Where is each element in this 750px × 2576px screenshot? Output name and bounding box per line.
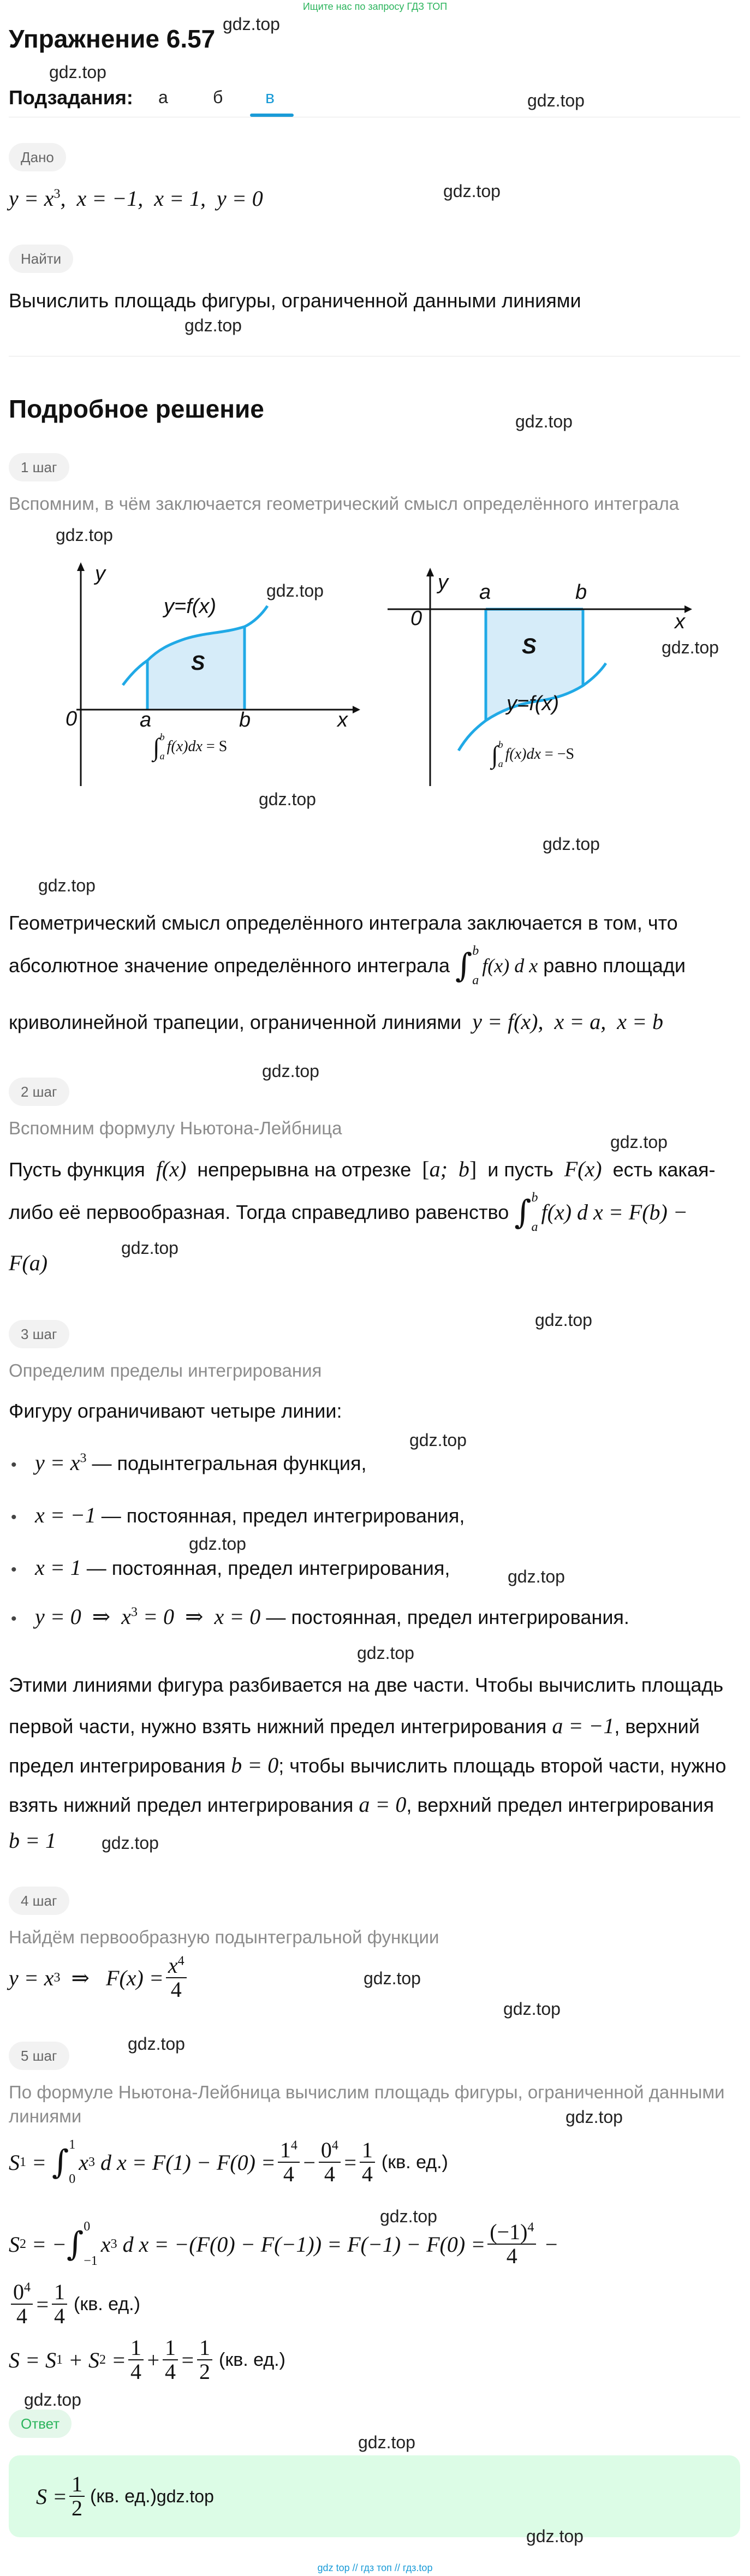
graph2-origin-label: 0 bbox=[410, 607, 422, 630]
watermark: gdz.top bbox=[128, 2034, 185, 2054]
answer-unit: (кв. ед.) bbox=[90, 2485, 157, 2507]
step-3-intro: Фигуру ограничивают четыре линии: bbox=[9, 1400, 342, 1422]
watermark: gdz.top bbox=[259, 789, 316, 809]
step-5-hint-line1: По формуле Ньютона-Лейбница вычислим площадь фигуры, ограниченной данными bbox=[9, 2082, 725, 2102]
graph1-formula-lhs: f(x)dx bbox=[166, 738, 203, 755]
step-2-text-c: и пусть bbox=[487, 1158, 553, 1181]
step-3-p2b: , верхний bbox=[614, 1715, 700, 1738]
graph1-a-label: a bbox=[140, 709, 152, 731]
bullet-2-text: — постоянная, предел интегрирования, bbox=[101, 1504, 465, 1527]
s-total-unit: (кв. ед.) bbox=[219, 2349, 285, 2370]
watermark: gdz.top bbox=[515, 412, 573, 431]
subtask-tab-a[interactable]: а bbox=[158, 87, 168, 107]
step-3-p2: первой части, нужно взять нижний предел интегрирования bbox=[9, 1715, 547, 1738]
step-3-paragraph-line1: Этими линиями фигура разбивается на две части. Чтобы вычислить площадь bbox=[9, 1674, 724, 1696]
subtask-tab-b[interactable]: б bbox=[213, 87, 223, 107]
watermark: gdz.top bbox=[364, 1968, 421, 1988]
s1-formula: S 1 = ∫ 1 0 x 3 d x = F(1) − F(0) = $\frac{1^4}{4}$ − $\frac{0^4}{4}$ = $\frac{1}{4}$ (кв. ед.) bbox=[9, 2138, 448, 2186]
step-1-text-line2: абсолютное значение определённого интеграла ∫ b a f(x) d x равно площади bbox=[9, 944, 686, 987]
watermark: gdz.top bbox=[357, 1643, 414, 1663]
s2-formula-line2: $\frac{0^4}{4}$ = $\frac{1}{4}$ (кв. ед.) bbox=[9, 2281, 140, 2328]
step-3-p4: взять нижний предел интегрирования bbox=[9, 1794, 354, 1816]
graph2-b-label: b bbox=[575, 581, 587, 604]
step-1-text-line1: Геометрический смысл определённого интеграла заключается в том, что bbox=[9, 912, 678, 934]
watermark: gdz.top bbox=[102, 1833, 159, 1853]
step-2-text-e: либо её первообразная. Тогда справедливо равенство bbox=[9, 1201, 509, 1223]
step-3-paragraph-line4: взять нижний предел интегрирования a = 0, верхний предел интегрирования bbox=[9, 1792, 715, 1817]
solution-title: Подробное решение bbox=[9, 395, 264, 423]
step-3-paragraph-line3: предел интегрирования b = 0; чтобы вычислить площадь второй части, нужно bbox=[9, 1753, 727, 1777]
answer-pill: Ответ bbox=[9, 2410, 72, 2438]
bullet-3-text: — постоянная, предел интегрирования, bbox=[86, 1557, 450, 1579]
step-3-paragraph-line5: b = 1 bbox=[9, 1828, 56, 1853]
graph1-y-label: y bbox=[95, 562, 105, 585]
watermark: gdz.top bbox=[156, 2486, 214, 2506]
graph1-x-label: x bbox=[337, 709, 348, 731]
graph2-formula-lhs: f(x)dx bbox=[505, 746, 541, 763]
watermark: gdz.top bbox=[527, 91, 585, 110]
step-2-text-line1: Пусть функция f(x) непрерывна на отрезке [a; b] и пусть F(x) есть какая- bbox=[9, 1157, 716, 1181]
watermark: gdz.top bbox=[535, 1310, 592, 1330]
step-1-pill: 1 шаг bbox=[9, 453, 69, 481]
graph2-formula: ∫ b a f(x)dx = −S bbox=[491, 739, 575, 769]
step-3-p4b: , верхний предел интегрирования bbox=[406, 1794, 715, 1816]
watermark: gdz.top bbox=[184, 316, 242, 335]
subtask-tab-v[interactable]: в bbox=[265, 87, 275, 107]
graph2-y-label: y bbox=[438, 571, 448, 594]
step-2-hint: Вспомним формулу Ньютона-Лейбница bbox=[9, 1118, 342, 1138]
watermark: gdz.top bbox=[503, 1999, 561, 2019]
step-3-p3b: ; чтобы вычислить площадь второй части, нужно bbox=[278, 1754, 727, 1777]
watermark: gdz.top bbox=[358, 2432, 415, 2452]
watermark: gdz.top bbox=[566, 2107, 623, 2127]
graph1-curve-label: y=f(x) bbox=[164, 595, 217, 618]
s2-formula-line1: S 2 = − ∫ 0 −1 x 3 d x = −(F(0) − F(−1)) = F(−1) − F(0) = $\frac{(-1)^4}{4}$ − bbox=[9, 2220, 559, 2268]
step-2-pill: 2 шаг bbox=[9, 1078, 69, 1106]
graph2-curve-label: y=f(x) bbox=[507, 692, 559, 715]
watermark: gdz.top bbox=[223, 14, 280, 34]
watermark: gdz.top bbox=[189, 1534, 246, 1554]
s-total-formula: S = S 1 + S 2 = $\frac{1}{4}$ + $\frac{1}{4}$ = $\frac{1}{2}$ (кв. ед.) bbox=[9, 2335, 285, 2384]
graph1-origin-label: 0 bbox=[66, 707, 78, 730]
watermark: gdz.top bbox=[508, 1567, 565, 1586]
step-3-paragraph-line2: первой части, нужно взять нижний предел интегрирования a = −1, верхний bbox=[9, 1714, 700, 1738]
step-1-text-c: равно площади bbox=[543, 954, 686, 977]
step-2-text-d: есть какая- bbox=[612, 1158, 716, 1181]
step-2-text-a: Пусть функция bbox=[9, 1158, 145, 1181]
s1-unit: (кв. ед.) bbox=[381, 2151, 448, 2173]
watermark: gdz.top bbox=[49, 62, 106, 82]
step-3-bullet-4: • y = 0 ⇒ $x^3 = 0$ ⇒ x = 0 — постоянная, предел интегрирования. bbox=[11, 1604, 629, 1629]
watermark: gdz.top bbox=[443, 181, 501, 201]
watermark: gdz.top bbox=[610, 1132, 668, 1152]
footer-links[interactable]: gdz top // гдз топ // гдз.top bbox=[317, 2562, 433, 2573]
watermark: gdz.top bbox=[409, 1430, 467, 1450]
graph1-formula-rhs: = S bbox=[206, 738, 228, 755]
watermark: gdz.top bbox=[121, 1238, 178, 1258]
step-4-formula: y = x 3 ⇒ F(x) = $\frac{x^4}{4}$ bbox=[9, 1954, 189, 2001]
watermark: gdz.top bbox=[24, 2390, 81, 2410]
top-search-hint[interactable]: Ищите нас по запросу ГДЗ ТОП bbox=[302, 1, 448, 12]
step-4-hint: Найдём первообразную подынтегральной функции bbox=[9, 1927, 439, 1947]
given-formula: $y = x^3$, x = −1, x = 1, y = 0 bbox=[9, 186, 263, 211]
given-pill: Дано bbox=[9, 143, 66, 171]
graph2-a-label: a bbox=[479, 581, 491, 604]
find-text: Вычислить площадь фигуры, ограниченной данными линиями bbox=[9, 289, 581, 312]
step-3-bullet-2: • x = −1 — постоянная, предел интегрирования, bbox=[11, 1502, 465, 1528]
watermark: gdz.top bbox=[380, 2206, 437, 2226]
step-2-text-line3: F(a) bbox=[9, 1251, 48, 1275]
watermark: gdz.top bbox=[543, 834, 600, 854]
step-1-text-line3: криволинейной трапеции, ограниченной линиями y = f(x), x = a, x = b bbox=[9, 1009, 663, 1034]
step-3-bullet-1: • $y = x^3$ — подынтегральная функция, bbox=[11, 1450, 367, 1476]
watermark: gdz.top bbox=[56, 525, 113, 545]
graph2-area-label: S bbox=[522, 634, 537, 658]
bullet-4-text: — постоянная, предел интегрирования. bbox=[266, 1606, 629, 1628]
watermark: gdz.top bbox=[662, 638, 719, 657]
graph1-formula: ∫ b a f(x)dx = S bbox=[153, 731, 228, 762]
subtasks-label: Подзадания: bbox=[9, 86, 133, 109]
watermark: gdz.top bbox=[262, 1061, 319, 1081]
step-3-p3: предел интегрирования bbox=[9, 1754, 226, 1777]
step-5-hint-line2: линиями bbox=[9, 2106, 82, 2126]
step-2-text-b: непрерывна на отрезке bbox=[197, 1158, 412, 1181]
watermark: gdz.top bbox=[266, 581, 324, 600]
step-3-pill: 3 шаг bbox=[9, 1320, 69, 1348]
step-1-hint: Вспомним, в чём заключается геометрический смысл определённого интеграла bbox=[9, 493, 680, 514]
watermark: gdz.top bbox=[38, 876, 96, 895]
page-title: Упражнение 6.57 bbox=[9, 25, 216, 53]
step-4-pill: 4 шаг bbox=[9, 1887, 69, 1915]
graph1-area-label: S bbox=[191, 652, 205, 675]
find-pill: Найти bbox=[9, 245, 73, 273]
step-3-bullet-3: • x = 1 — постоянная, предел интегрирования, bbox=[11, 1555, 450, 1580]
watermark: gdz.top bbox=[526, 2526, 584, 2546]
step-1-text-b: абсолютное значение определённого интеграла bbox=[9, 954, 450, 977]
step-3-hint: Определим пределы интегрирования bbox=[9, 1360, 322, 1381]
s2-unit: (кв. ед.) bbox=[74, 2293, 140, 2315]
bullet-1-text: — подынтегральная функция, bbox=[92, 1452, 367, 1474]
graph1-b-label: b bbox=[239, 709, 251, 731]
answer-formula: S = $\frac{1}{2}$ (кв. ед.) gdz.top bbox=[36, 2472, 214, 2520]
step-1-text-d: криволинейной трапеции, ограниченной линиями bbox=[9, 1011, 462, 1033]
graph2-formula-rhs: = −S bbox=[544, 746, 575, 763]
step-5-pill: 5 шаг bbox=[9, 2042, 69, 2070]
graph2-x-label: x bbox=[675, 610, 685, 633]
step-2-text-line2: либо её первообразная. Тогда справедливо равенство ∫ b a f(x) d x = F(b) − bbox=[9, 1191, 688, 1234]
